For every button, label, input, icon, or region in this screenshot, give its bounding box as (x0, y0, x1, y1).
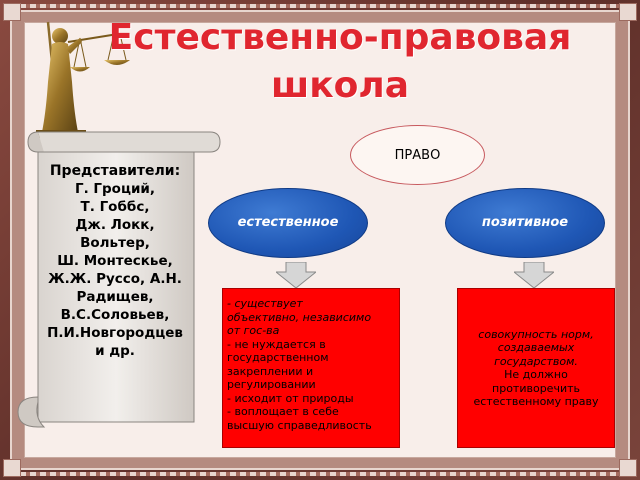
description-line: государством. (494, 354, 578, 368)
description-line: - исходит от природы (227, 391, 354, 405)
description-line: - существует (227, 297, 303, 310)
representative-item: Дж. Локк, (75, 217, 155, 233)
representative-item: Вольтер, (80, 235, 150, 251)
description-line: создаваемых (497, 341, 575, 354)
description-line: - не нуждается в (227, 337, 326, 351)
description-line: закреплении и (227, 364, 314, 378)
branch-natural-label: естественное (237, 215, 339, 230)
frame-corner-bottom-left (3, 459, 21, 477)
representative-item: Ш. Монтескье, (57, 253, 173, 269)
description-line: противоречить (492, 381, 580, 395)
frame-top-stripe (10, 4, 630, 8)
description-line: Не должно (504, 368, 568, 381)
description-line: от гос-ва (227, 324, 280, 337)
representative-item: В.С.Соловьев, (60, 307, 170, 323)
natural-law-description (222, 288, 400, 448)
frame-corner-bottom-right (619, 459, 637, 477)
representative-item: и др. (95, 343, 135, 359)
description-line: совокупность норм, (478, 327, 594, 341)
root-node-label: ПРАВО (394, 147, 441, 163)
representative-item: Т. Гоббс, (80, 199, 150, 215)
branch-positive-label: позитивное (481, 215, 569, 230)
description-line: - воплощает в себе (227, 405, 339, 418)
description-line: высшую справедливость (227, 418, 372, 432)
description-line: естественному праву (473, 395, 599, 408)
branch-positive-law (445, 188, 605, 258)
page-title-line-2: школа (270, 65, 410, 106)
description-line: государственном (227, 351, 329, 364)
representative-item: Ж.Ж. Руссо, А.Н. (48, 271, 182, 287)
description-line: объективно, независимо (227, 310, 372, 324)
branch-natural-law (208, 188, 368, 258)
positive-law-description (457, 288, 615, 448)
description-line: регулировании (227, 378, 316, 391)
representative-item: Г. Гроций, (74, 181, 156, 197)
representative-item: Радищев, (76, 289, 154, 305)
frame-corner-top-right (619, 3, 637, 21)
page-title-line-1: Естественно-правовая (108, 17, 572, 58)
representatives-heading: Представители: (49, 163, 181, 179)
frame-bottom-stripe (10, 472, 630, 476)
representatives-list (40, 162, 190, 360)
down-arrow-icon (514, 262, 554, 288)
representative-item: П.И.Новгородцев (47, 325, 183, 341)
frame-corner-top-left (3, 3, 21, 21)
down-arrow-icon (276, 262, 316, 288)
root-node-pravo (350, 125, 485, 185)
